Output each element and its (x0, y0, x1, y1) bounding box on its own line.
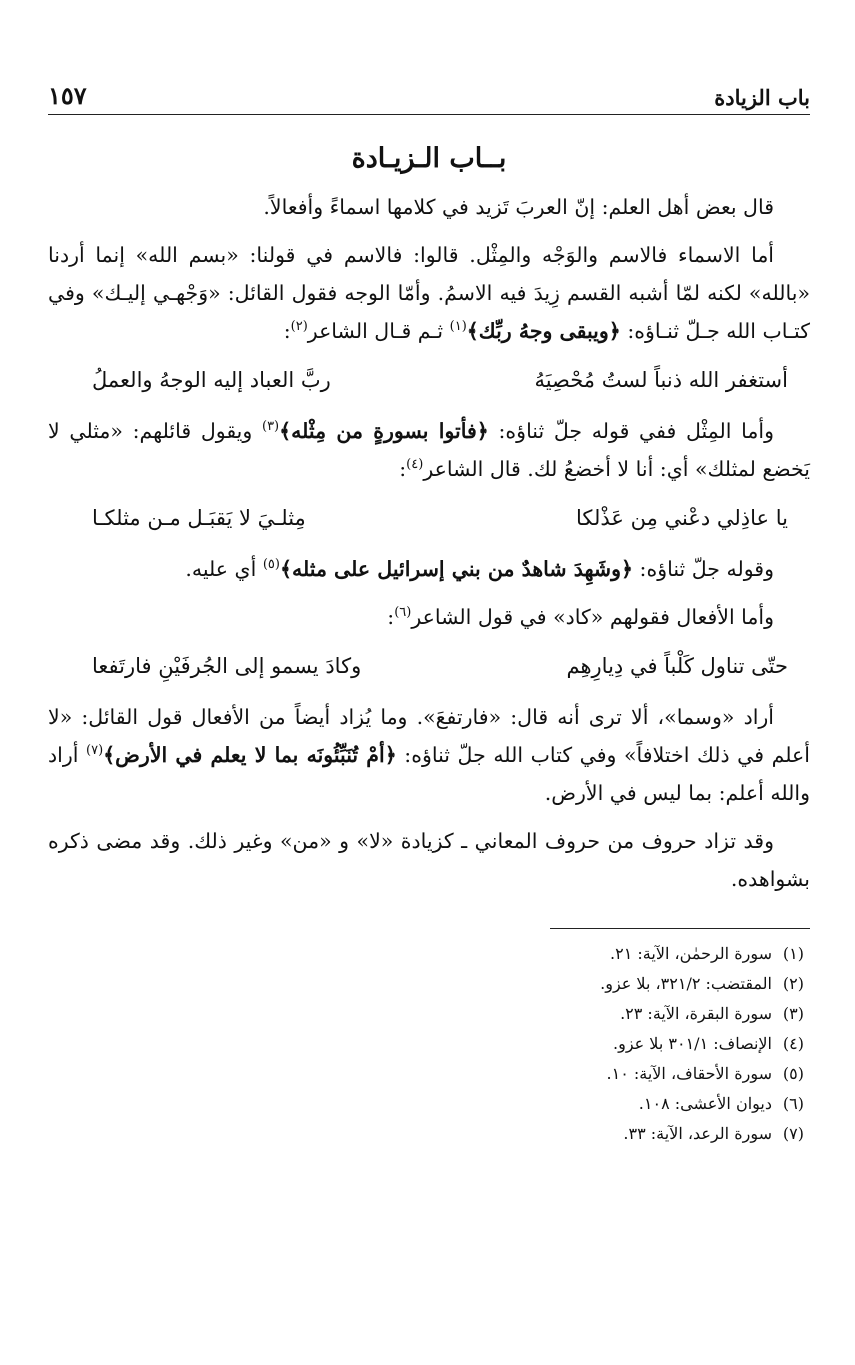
paragraph-3-text-b: ويقول قائلهم: «مثلي لا يَخضع لمثلك» أي: أنا لا أخضعُ لك. قال الشاعر (48, 419, 810, 481)
verse-2-first-hemistich: يا عاذِلي دعْني مِن عَذْلكا (575, 506, 788, 530)
paragraph-4-text-b: أي عليه. (185, 557, 257, 581)
footnote-number: (٦) (782, 1094, 804, 1113)
paragraph-2 (48, 236, 810, 350)
footnote-ref-1[interactable]: (١) (449, 319, 467, 335)
verse-3-second-hemistich: وكادَ يسمو إلى الجُرفَيْنِ فارتَفعا (92, 654, 362, 678)
paragraph-5 (48, 598, 810, 636)
verse-2 (92, 498, 788, 538)
footnote-item (48, 969, 804, 999)
footnote-item (48, 1089, 804, 1119)
footnote-text: سورة الرحمٰن، الآية: ٢١. (610, 944, 772, 963)
footnote-number: (١) (782, 944, 804, 963)
page-number: ١٥٧ (48, 81, 87, 110)
footnote-number: (٣) (782, 1004, 804, 1023)
footnote-ref-6[interactable]: (٦) (394, 605, 412, 621)
footnote-item (48, 1029, 804, 1059)
verse-2-second-hemistich: مِثلـيَ لا يَقبَـل مـن مثلكـا (92, 506, 306, 530)
footnote-ref-4[interactable]: (٤) (406, 457, 424, 473)
paragraph-5-text-a: وأما الأفعال فقولهم «كاد» في قول الشاعر (411, 605, 774, 629)
verse-1 (92, 360, 788, 400)
footnote-item (48, 939, 804, 969)
footnote-separator (550, 928, 810, 929)
footnote-text: ديوان الأعشى: ١٠٨. (638, 1094, 772, 1113)
verse-3-first-hemistich: حتّى تناول كَلْباً في دِيارِهِم (566, 654, 788, 678)
verse-1-first-hemistich: أستغفر الله ذنباً لستُ مُحْصِيَهُ (534, 368, 788, 392)
footnote-item (48, 1119, 804, 1149)
paragraph-6-text-a: أراد «وسما»، ألا ترى أنه قال: «فارتفعَ». وما يُزاد أيضاً من الأفعال قول القائل: «لا أعلم في ذلك اختلافاً» وفي كتاب الله جلّ ثناؤه: (48, 705, 810, 767)
footnote-number: (٤) (782, 1034, 804, 1053)
footnote-text: سورة الأحقاف، الآية: ١٠. (606, 1064, 772, 1083)
paragraph-2-text-b: ثـم قـال الشاعر (307, 319, 444, 343)
paragraph-6-text-b: أراد والله أعلم: بما ليس في الأرض. (48, 743, 810, 805)
footnotes-list (48, 939, 810, 1149)
footnote-number: (٢) (782, 974, 804, 993)
paragraph-4-text-a: وقوله جلّ ثناؤه: (639, 557, 774, 581)
footnote-ref-3[interactable]: (٣) (261, 419, 280, 435)
paragraph-3 (48, 412, 810, 488)
running-title: باب الزيادة (714, 85, 810, 110)
footnote-text: الإنصاف: ٣٠١/١ بلا عزو. (613, 1034, 772, 1053)
footnote-item (48, 1059, 804, 1089)
footnote-number: (٥) (782, 1064, 804, 1083)
paragraph-2-text-c: : (283, 319, 291, 343)
footnote-text: سورة الرعد، الآية: ٣٣. (623, 1124, 772, 1143)
book-page (48, 70, 810, 1320)
footnote-item (48, 999, 804, 1029)
footnote-text: سورة البقرة، الآية: ٢٣. (620, 1004, 772, 1023)
paragraph-1: قال بعض أهل العلم: إنّ العربَ تَزيد في كلامها اسماءً وأفعالاً. (263, 195, 774, 219)
footnote-ref-7[interactable]: (٧) (86, 743, 104, 759)
quran-quote-3: ﴿وشَهِدَ شاهدٌ من بني إسرائيل على مثله﴾ (279, 557, 634, 581)
paragraph-3-text-c: : (399, 457, 407, 481)
paragraph-6 (48, 698, 810, 812)
quran-quote-1: ﴿ويبقى وجهُ ربِّك﴾ (466, 319, 621, 343)
verse-1-second-hemistich: ربَّ العباد إليه الوجهُ والعملُ (92, 368, 331, 392)
paragraph-3-text-a: وأما المِثْل ففي قوله جلّ ثناؤه: (498, 419, 774, 443)
paragraph-7: وقد تزاد حروف من حروف المعاني ـ كزيادة «لا» و «من» وغير ذلك. وقد مضى ذكره بشواهده. (48, 829, 810, 891)
footnote-text: المقتضب: ٣٢١/٢، بلا عزو. (600, 974, 772, 993)
footnote-ref-2[interactable]: (٢) (290, 319, 308, 335)
running-header (48, 70, 810, 115)
footnote-ref-5[interactable]: (٥) (262, 557, 280, 573)
quran-quote-4: ﴿أمْ تُنَبِّئُونَه بما لا يعلم في الأرض﴾ (103, 743, 397, 767)
chapter-title: بــاب الـزيـادة (351, 143, 507, 174)
paragraph-5-text-b: : (387, 605, 395, 629)
footnote-number: (٧) (782, 1124, 804, 1143)
paragraph-4 (48, 550, 810, 588)
verse-3 (92, 646, 788, 686)
paragraph-2-text-a: أما الاسماء فالاسم والوَجْه والمِثْل. قالوا: فالاسم في قولنا: «بسم الله» إنما أردنا «بالله» لكنه لمّا أشبه القسم زِيدَ فيه الاسمُ. وأمّا الوجه فقول القائل: «وَجْهـي إليـك» وفي كتـاب الله جـلّ ثنـاؤه: (48, 243, 810, 343)
quran-quote-2: ﴿فأتوا بسورةٍ من مِثْله﴾ (279, 419, 489, 443)
